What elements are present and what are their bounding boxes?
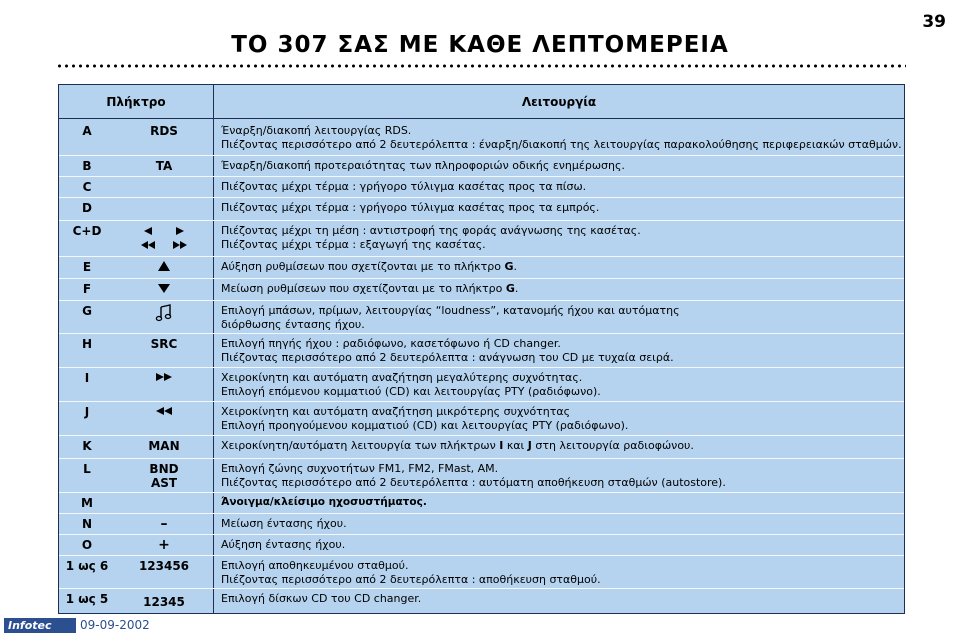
row-description [221, 559, 898, 586]
description-line: Έναρξη/διακοπή λειτουργίας RDS. [221, 124, 412, 137]
table-row [59, 367, 904, 401]
description-line: Πιέζοντας περισσότερο από 2 δευτερόλεπτα : ανάγνωση του CD με τυχαία σειρά. [221, 350, 674, 364]
table-row [59, 220, 904, 256]
row-letter: I [84, 371, 90, 385]
table-header [59, 85, 904, 119]
table-row [59, 401, 904, 435]
page-title: ΤΟ 307 ΣΑΣ ΜΕ ΚΑΘΕ ΛΕΠΤΟΜΕΡΕΙΑ [231, 32, 729, 58]
description-line: Επιλογή πηγής ήχου : ραδιόφωνο, κασετόφωνο ή CD changer. [221, 337, 561, 350]
page-number: 39 [922, 12, 946, 32]
description-line: Επιλογή ζώνης συχνοτήτων FM1, FM2, FMast, AM. [221, 462, 499, 475]
table-row [59, 513, 904, 534]
table-row [59, 534, 904, 555]
row-letter: B [82, 159, 92, 173]
table-row [59, 278, 904, 300]
key-function-table [58, 84, 905, 614]
table-row [59, 555, 904, 588]
triangle-up-icon [115, 259, 213, 273]
seek-forward-icon [115, 370, 213, 384]
description-line: Πιέζοντας περισσότερο από 2 δευτερόλεπτα : αποθήκευση σταθμού. [221, 572, 601, 586]
table-row [59, 155, 904, 176]
row-key: MAN [148, 439, 180, 453]
row-letter: C [82, 180, 92, 194]
dotted-divider [56, 64, 906, 68]
row-description [221, 180, 898, 194]
row-key: 12345 [143, 595, 185, 609]
description-line: διόρθωσης έντασης ήχου. [221, 317, 365, 331]
description-line: Έναρξη/διακοπή προτεραιότητας των πληροφοριών οδικής ενημέρωσης. [221, 159, 625, 172]
footer-date: 09-09-2002 [80, 618, 150, 632]
table-row [59, 588, 904, 614]
row-description [221, 124, 902, 151]
row-key: TA [155, 159, 173, 173]
row-description [221, 496, 898, 510]
row-key: 123456 [138, 559, 190, 573]
row-key: RDS [150, 124, 178, 138]
row-key: SRC [150, 337, 178, 351]
music-note-icon [115, 303, 213, 323]
row-letter: K [82, 439, 92, 453]
header-key: Πλήκτρο [106, 95, 166, 109]
row-description [221, 439, 898, 453]
description-line: Πιέζοντας περισσότερο από 2 δευτερόλεπτα : έναρξη/διακοπή της λειτουργίας παρακολούθησης περιφερειακών σταθμών. [221, 137, 902, 151]
table-row [59, 197, 904, 220]
row-description [221, 462, 898, 489]
row-key: BND AST [149, 462, 179, 490]
description-line: Χειροκίνητη/αυτόματη λειτουργία των πλήκτρων I και J στη λειτουργία ραδιοφώνου. [221, 439, 694, 452]
row-description [221, 282, 898, 296]
row-letter: N [81, 517, 93, 531]
row-letter: A [82, 124, 92, 138]
table-row [59, 492, 904, 513]
row-description [221, 159, 898, 173]
seek-backward-icon [115, 404, 213, 418]
description-line: Επιλογή δίσκων CD του CD changer. [221, 592, 422, 605]
row-letter: O [81, 538, 93, 552]
table-row [59, 435, 904, 458]
cassette-arrows-icon [115, 223, 213, 255]
table-row [59, 121, 904, 155]
row-description [221, 371, 898, 398]
row-description [221, 224, 898, 251]
description-line: Πιέζοντας περισσότερο από 2 δευτερόλεπτα : αυτόματη αποθήκευση σταθμών (autostore). [221, 475, 726, 489]
row-letter: 1 ως 5 [65, 592, 109, 606]
description-line: Μείωση έντασης ήχου. [221, 517, 347, 530]
description-line: Επιλογή μπάσων, πρίμων, λειτουργίας “loudness”, κατανομής ήχου και αυτόματης [221, 304, 680, 317]
infotec-logo: Infotec [4, 618, 76, 633]
row-description [221, 337, 898, 364]
row-description [221, 201, 898, 215]
description-line: Χειροκίνητη και αυτόματη αναζήτηση μεγαλύτερης συχνότητας. [221, 371, 583, 384]
description-line: Επιλογή αποθηκευμένου σταθμού. [221, 559, 409, 572]
row-description [221, 517, 898, 531]
row-letter: E [82, 260, 92, 274]
description-line: Επιλογή προηγούμενου κομματιού (CD) και λειτουργίας PTY (ραδιόφωνο). [221, 418, 629, 432]
row-letter: 1 ως 6 [65, 559, 109, 573]
description-line: Αύξηση έντασης ήχου. [221, 538, 346, 551]
description-line: Αύξηση ρυθμίσεων που σχετίζονται με το πλήκτρο G. [221, 260, 518, 273]
table-row [59, 300, 904, 333]
row-description [221, 405, 898, 432]
row-key: + [158, 537, 170, 553]
triangle-down-icon [115, 281, 213, 295]
row-letter: J [84, 405, 90, 419]
row-letter: L [83, 462, 91, 476]
row-letter: F [82, 282, 92, 296]
description-line: Άνοιγμα/κλείσιμο ηχοσυστήματος. [221, 496, 427, 508]
table-row [59, 458, 904, 492]
row-description [221, 260, 898, 274]
row-letter: H [81, 337, 93, 351]
row-letter: C+D [72, 224, 102, 238]
row-letter: M [81, 496, 93, 510]
table-row [59, 176, 904, 197]
table-row [59, 256, 904, 278]
row-letter: G [82, 304, 92, 318]
description-line: Επιλογή επόμενου κομματιού (CD) και λειτουργίας PTY (ραδιόφωνο). [221, 384, 601, 398]
description-line: Πιέζοντας μέχρι τη μέση : αντιστροφή της φοράς ανάγνωσης της κασέτας. [221, 224, 641, 237]
row-key: – [160, 516, 168, 532]
description-line: Πιέζοντας μέχρι τέρμα : εξαγωγή της κασέτας. [221, 237, 486, 251]
description-line: Πιέζοντας μέχρι τέρμα : γρήγορο τύλιγμα κασέτας προς τα πίσω. [221, 180, 587, 193]
description-line: Πιέζοντας μέχρι τέρμα : γρήγορο τύλιγμα κασέτας προς τα εμπρός. [221, 201, 600, 214]
description-line: Χειροκίνητη και αυτόματη αναζήτηση μικρότερης συχνότητας [221, 405, 571, 418]
row-description [221, 304, 898, 331]
header-function: Λειτουργία [213, 85, 904, 119]
row-description [221, 592, 898, 606]
row-description [221, 538, 898, 552]
row-letter: D [82, 201, 92, 215]
table-row [59, 333, 904, 367]
description-line: Μείωση ρυθμίσεων που σχετίζονται με το πλήκτρο G. [221, 282, 519, 295]
